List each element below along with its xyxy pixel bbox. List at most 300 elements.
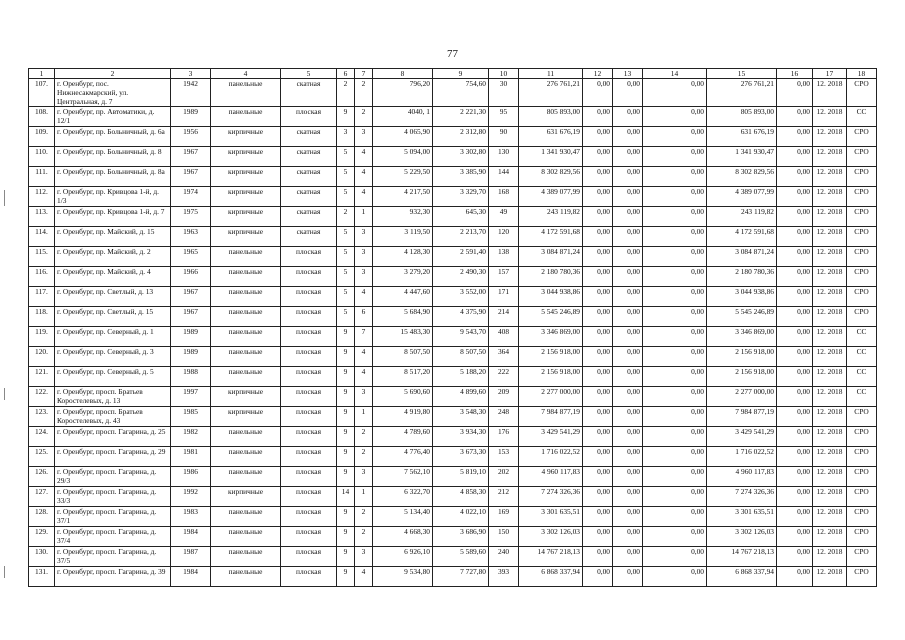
- entrances-cell: 4: [355, 287, 373, 307]
- column-header: 7: [355, 69, 373, 79]
- cost-col-14-cell: 0,00: [643, 467, 707, 487]
- floors-cell: 9: [337, 407, 355, 427]
- cost-col-13-cell: 0,00: [613, 307, 643, 327]
- address-cell: г. Оренбург, пр. Северный, д. 5: [55, 367, 171, 387]
- wall-material-cell: кирпичные: [211, 227, 281, 247]
- cost-col-13-cell: 0,00: [613, 447, 643, 467]
- cost-col-12-cell: 0,00: [583, 487, 613, 507]
- residents-cell: 138: [489, 247, 519, 267]
- fund-method-cell: СРО: [847, 567, 877, 587]
- cost-col-13-cell: 0,00: [613, 527, 643, 547]
- floors-cell: 9: [337, 107, 355, 127]
- year-built-cell: 1985: [171, 407, 211, 427]
- address-cell: г. Оренбург, просп. Гагарина, д. 29/3: [55, 467, 171, 487]
- entrances-cell: 2: [355, 79, 373, 107]
- row-number-cell: 112.: [29, 187, 55, 207]
- cost-col-12-cell: 0,00: [583, 347, 613, 367]
- floors-cell: 14: [337, 487, 355, 507]
- cost-col-14-cell: 0,00: [643, 387, 707, 407]
- margin-mark: [4, 190, 5, 206]
- table-row: [29, 267, 877, 287]
- address-cell: г. Оренбург, пр. Автоматики, д. 12/1: [55, 107, 171, 127]
- table-row: [29, 227, 877, 247]
- total-cost-cell: 2 156 918,00: [519, 347, 583, 367]
- address-cell: г. Оренбург, пр. Майский, д. 2: [55, 247, 171, 267]
- row-number-cell: 109.: [29, 127, 55, 147]
- address-cell: г. Оренбург, просп. Гагарина, д. 37/5: [55, 547, 171, 567]
- total-cost-cell: 631 676,19: [519, 127, 583, 147]
- living-area-cell: 5 188,20: [433, 367, 489, 387]
- total-area-cell: 3 279,20: [373, 267, 433, 287]
- living-area-cell: 4 899,60: [433, 387, 489, 407]
- row-number-cell: 118.: [29, 307, 55, 327]
- column-header: 15: [707, 69, 777, 79]
- cost-col-14-cell: 0,00: [643, 367, 707, 387]
- completion-date-cell: 12. 2018: [813, 507, 847, 527]
- address-cell: г. Оренбург, пр. Северный, д. 1: [55, 327, 171, 347]
- roof-type-cell: плоская: [281, 467, 337, 487]
- total-cost-cell: 3 301 635,51: [519, 507, 583, 527]
- floors-cell: 9: [337, 387, 355, 407]
- cost-col-16-cell: 0,00: [777, 187, 813, 207]
- entrances-cell: 1: [355, 407, 373, 427]
- total-area-cell: 5 684,90: [373, 307, 433, 327]
- cost-col-13-cell: 0,00: [613, 127, 643, 147]
- floors-cell: 5: [337, 187, 355, 207]
- residents-cell: 408: [489, 327, 519, 347]
- fund-method-cell: СРО: [847, 507, 877, 527]
- year-built-cell: 1986: [171, 467, 211, 487]
- table-row: [29, 567, 877, 587]
- living-area-cell: 4 858,30: [433, 487, 489, 507]
- cost-col-12-cell: 0,00: [583, 367, 613, 387]
- wall-material-cell: панельные: [211, 267, 281, 287]
- row-number-cell: 131.: [29, 567, 55, 587]
- entrances-cell: 1: [355, 207, 373, 227]
- entrances-cell: 7: [355, 327, 373, 347]
- year-built-cell: 1987: [171, 547, 211, 567]
- completion-date-cell: 12. 2018: [813, 107, 847, 127]
- cost-col-13-cell: 0,00: [613, 287, 643, 307]
- living-area-cell: 8 507,50: [433, 347, 489, 367]
- table-row: [29, 287, 877, 307]
- wall-material-cell: панельные: [211, 567, 281, 587]
- cost-col-12-cell: 0,00: [583, 147, 613, 167]
- residents-cell: 90: [489, 127, 519, 147]
- entrances-cell: 4: [355, 567, 373, 587]
- wall-material-cell: панельные: [211, 467, 281, 487]
- cost-col-16-cell: 0,00: [777, 287, 813, 307]
- total-cost-cell: 2 180 780,36: [519, 267, 583, 287]
- cost-col-16-cell: 0,00: [777, 247, 813, 267]
- table-row: [29, 367, 877, 387]
- cost-col-12-cell: 0,00: [583, 107, 613, 127]
- cost-col-16-cell: 0,00: [777, 327, 813, 347]
- year-built-cell: 1956: [171, 127, 211, 147]
- total-cost-cell: 4 172 591,68: [519, 227, 583, 247]
- total-cost-cell: 14 767 218,13: [519, 547, 583, 567]
- regional-fund-cost-cell: 2 277 000,00: [707, 387, 777, 407]
- column-number-row: [29, 69, 877, 79]
- entrances-cell: 4: [355, 367, 373, 387]
- regional-fund-cost-cell: 14 767 218,13: [707, 547, 777, 567]
- total-area-cell: 8 507,50: [373, 347, 433, 367]
- year-built-cell: 1988: [171, 367, 211, 387]
- entrances-cell: 2: [355, 427, 373, 447]
- year-built-cell: 1997: [171, 387, 211, 407]
- year-built-cell: 1942: [171, 79, 211, 107]
- entrances-cell: 2: [355, 527, 373, 547]
- column-header: 11: [519, 69, 583, 79]
- fund-method-cell: СРО: [847, 247, 877, 267]
- cost-col-12-cell: 0,00: [583, 567, 613, 587]
- living-area-cell: 2 213,70: [433, 227, 489, 247]
- completion-date-cell: 12. 2018: [813, 167, 847, 187]
- cost-col-14-cell: 0,00: [643, 147, 707, 167]
- regional-fund-cost-cell: 3 301 635,51: [707, 507, 777, 527]
- completion-date-cell: 12. 2018: [813, 487, 847, 507]
- living-area-cell: 3 302,80: [433, 147, 489, 167]
- floors-cell: 9: [337, 327, 355, 347]
- living-area-cell: 3 385,90: [433, 167, 489, 187]
- floors-cell: 9: [337, 347, 355, 367]
- wall-material-cell: панельные: [211, 247, 281, 267]
- floors-cell: 5: [337, 287, 355, 307]
- residents-cell: 171: [489, 287, 519, 307]
- residents-cell: 248: [489, 407, 519, 427]
- table-row: [29, 387, 877, 407]
- entrances-cell: 4: [355, 347, 373, 367]
- completion-date-cell: 12. 2018: [813, 267, 847, 287]
- total-cost-cell: 276 761,21: [519, 79, 583, 107]
- regional-fund-cost-cell: 4 960 117,83: [707, 467, 777, 487]
- table-row: [29, 447, 877, 467]
- cost-col-14-cell: 0,00: [643, 227, 707, 247]
- fund-method-cell: СС: [847, 347, 877, 367]
- cost-col-12-cell: 0,00: [583, 547, 613, 567]
- total-area-cell: 8 517,20: [373, 367, 433, 387]
- wall-material-cell: панельные: [211, 347, 281, 367]
- table-row: [29, 187, 877, 207]
- completion-date-cell: 12. 2018: [813, 247, 847, 267]
- total-area-cell: 6 322,70: [373, 487, 433, 507]
- roof-type-cell: плоская: [281, 407, 337, 427]
- roof-type-cell: плоская: [281, 307, 337, 327]
- total-area-cell: 4 128,30: [373, 247, 433, 267]
- fund-method-cell: СРО: [847, 527, 877, 547]
- residents-cell: 30: [489, 79, 519, 107]
- roof-type-cell: плоская: [281, 287, 337, 307]
- total-cost-cell: 1 716 022,52: [519, 447, 583, 467]
- address-cell: г. Оренбург, пр. Кривцова 1-й, д. 1/3: [55, 187, 171, 207]
- address-cell: г. Оренбург, просп. Гагарина, д. 39: [55, 567, 171, 587]
- regional-fund-cost-cell: 3 346 869,00: [707, 327, 777, 347]
- total-area-cell: 4 217,50: [373, 187, 433, 207]
- fund-method-cell: СС: [847, 107, 877, 127]
- cost-col-14-cell: 0,00: [643, 447, 707, 467]
- column-header: 12: [583, 69, 613, 79]
- entrances-cell: 3: [355, 247, 373, 267]
- living-area-cell: 5 819,10: [433, 467, 489, 487]
- column-header: 10: [489, 69, 519, 79]
- cost-col-13-cell: 0,00: [613, 79, 643, 107]
- cost-col-16-cell: 0,00: [777, 567, 813, 587]
- fund-method-cell: СРО: [847, 467, 877, 487]
- table-row: [29, 347, 877, 367]
- column-header: 18: [847, 69, 877, 79]
- roof-type-cell: скатная: [281, 227, 337, 247]
- table-row: [29, 487, 877, 507]
- regional-fund-cost-cell: 4 172 591,68: [707, 227, 777, 247]
- floors-cell: 5: [337, 307, 355, 327]
- address-cell: г. Оренбург, пр. Больничный, д. 8: [55, 147, 171, 167]
- cost-col-12-cell: 0,00: [583, 79, 613, 107]
- completion-date-cell: 12. 2018: [813, 347, 847, 367]
- regional-fund-cost-cell: 7 984 877,19: [707, 407, 777, 427]
- year-built-cell: 1967: [171, 287, 211, 307]
- completion-date-cell: 12. 2018: [813, 147, 847, 167]
- cost-col-13-cell: 0,00: [613, 167, 643, 187]
- total-area-cell: 4 776,40: [373, 447, 433, 467]
- cost-col-16-cell: 0,00: [777, 147, 813, 167]
- completion-date-cell: 12. 2018: [813, 527, 847, 547]
- residents-cell: 169: [489, 507, 519, 527]
- margin-mark: [4, 388, 5, 400]
- cost-col-16-cell: 0,00: [777, 447, 813, 467]
- fund-method-cell: СРО: [847, 287, 877, 307]
- living-area-cell: 4 022,10: [433, 507, 489, 527]
- cost-col-13-cell: 0,00: [613, 147, 643, 167]
- total-area-cell: 4 668,30: [373, 527, 433, 547]
- fund-method-cell: СРО: [847, 127, 877, 147]
- completion-date-cell: 12. 2018: [813, 387, 847, 407]
- year-built-cell: 1967: [171, 147, 211, 167]
- total-cost-cell: 2 156 918,00: [519, 367, 583, 387]
- fund-method-cell: СРО: [847, 267, 877, 287]
- cost-col-14-cell: 0,00: [643, 487, 707, 507]
- cost-col-16-cell: 0,00: [777, 367, 813, 387]
- cost-col-14-cell: 0,00: [643, 327, 707, 347]
- row-number-cell: 121.: [29, 367, 55, 387]
- completion-date-cell: 12. 2018: [813, 327, 847, 347]
- floors-cell: 5: [337, 147, 355, 167]
- row-number-cell: 108.: [29, 107, 55, 127]
- row-number-cell: 110.: [29, 147, 55, 167]
- regional-fund-cost-cell: 2 156 918,00: [707, 347, 777, 367]
- entrances-cell: 2: [355, 447, 373, 467]
- year-built-cell: 1974: [171, 187, 211, 207]
- floors-cell: 2: [337, 79, 355, 107]
- cost-col-12-cell: 0,00: [583, 507, 613, 527]
- entrances-cell: 4: [355, 147, 373, 167]
- cost-col-12-cell: 0,00: [583, 447, 613, 467]
- cost-col-14-cell: 0,00: [643, 507, 707, 527]
- total-area-cell: 4 447,60: [373, 287, 433, 307]
- cost-col-12-cell: 0,00: [583, 467, 613, 487]
- cost-col-16-cell: 0,00: [777, 547, 813, 567]
- table-row: [29, 547, 877, 567]
- cost-col-16-cell: 0,00: [777, 107, 813, 127]
- residents-cell: 120: [489, 227, 519, 247]
- cost-col-14-cell: 0,00: [643, 567, 707, 587]
- cost-col-16-cell: 0,00: [777, 507, 813, 527]
- roof-type-cell: плоская: [281, 247, 337, 267]
- total-area-cell: 5 134,40: [373, 507, 433, 527]
- floors-cell: 5: [337, 227, 355, 247]
- row-number-cell: 128.: [29, 507, 55, 527]
- row-number-cell: 115.: [29, 247, 55, 267]
- year-built-cell: 1989: [171, 347, 211, 367]
- cost-col-13-cell: 0,00: [613, 207, 643, 227]
- living-area-cell: 4 375,90: [433, 307, 489, 327]
- table-body: [29, 79, 877, 587]
- residents-cell: 214: [489, 307, 519, 327]
- roof-type-cell: плоская: [281, 567, 337, 587]
- completion-date-cell: 12. 2018: [813, 467, 847, 487]
- cost-col-13-cell: 0,00: [613, 427, 643, 447]
- wall-material-cell: кирпичные: [211, 207, 281, 227]
- living-area-cell: 3 329,70: [433, 187, 489, 207]
- row-number-cell: 119.: [29, 327, 55, 347]
- row-number-cell: 120.: [29, 347, 55, 367]
- residents-cell: 168: [489, 187, 519, 207]
- fund-method-cell: СРО: [847, 167, 877, 187]
- table-row: [29, 327, 877, 347]
- fund-method-cell: СРО: [847, 487, 877, 507]
- table-row: [29, 247, 877, 267]
- wall-material-cell: кирпичные: [211, 487, 281, 507]
- entrances-cell: 3: [355, 387, 373, 407]
- cost-col-13-cell: 0,00: [613, 327, 643, 347]
- regional-fund-cost-cell: 3 302 126,03: [707, 527, 777, 547]
- row-number-cell: 111.: [29, 167, 55, 187]
- regional-fund-cost-cell: 276 761,21: [707, 79, 777, 107]
- table-row: [29, 527, 877, 547]
- residents-cell: 176: [489, 427, 519, 447]
- address-cell: г. Оренбург, просп. Гагарина, д. 25: [55, 427, 171, 447]
- roof-type-cell: плоская: [281, 527, 337, 547]
- total-cost-cell: 8 302 829,56: [519, 167, 583, 187]
- fund-method-cell: СРО: [847, 407, 877, 427]
- address-cell: г. Оренбург, просп. Братьев Коростелевых, д. 43: [55, 407, 171, 427]
- year-built-cell: 1975: [171, 207, 211, 227]
- wall-material-cell: панельные: [211, 107, 281, 127]
- completion-date-cell: 12. 2018: [813, 287, 847, 307]
- roof-type-cell: скатная: [281, 207, 337, 227]
- address-cell: г. Оренбург, просп. Гагарина, д. 37/4: [55, 527, 171, 547]
- cost-col-14-cell: 0,00: [643, 547, 707, 567]
- column-header: 14: [643, 69, 707, 79]
- cost-col-14-cell: 0,00: [643, 107, 707, 127]
- cost-col-14-cell: 0,00: [643, 307, 707, 327]
- address-cell: г. Оренбург, пр. Кривцова 1-й, д. 7: [55, 207, 171, 227]
- total-cost-cell: 7 274 326,36: [519, 487, 583, 507]
- entrances-cell: 2: [355, 107, 373, 127]
- residents-cell: 49: [489, 207, 519, 227]
- cost-col-13-cell: 0,00: [613, 547, 643, 567]
- residents-cell: 240: [489, 547, 519, 567]
- year-built-cell: 1967: [171, 307, 211, 327]
- floors-cell: 9: [337, 567, 355, 587]
- roof-type-cell: плоская: [281, 387, 337, 407]
- address-cell: г. Оренбург, просп. Гагарина, д. 37/1: [55, 507, 171, 527]
- year-built-cell: 1982: [171, 427, 211, 447]
- cost-col-13-cell: 0,00: [613, 267, 643, 287]
- fund-method-cell: СРО: [847, 307, 877, 327]
- cost-col-16-cell: 0,00: [777, 167, 813, 187]
- entrances-cell: 3: [355, 267, 373, 287]
- fund-method-cell: СРО: [847, 187, 877, 207]
- year-built-cell: 1984: [171, 527, 211, 547]
- row-number-cell: 107.: [29, 79, 55, 107]
- cost-col-12-cell: 0,00: [583, 267, 613, 287]
- cost-col-13-cell: 0,00: [613, 507, 643, 527]
- cost-col-12-cell: 0,00: [583, 247, 613, 267]
- row-number-cell: 125.: [29, 447, 55, 467]
- completion-date-cell: 12. 2018: [813, 127, 847, 147]
- living-area-cell: 645,30: [433, 207, 489, 227]
- total-cost-cell: 7 984 877,19: [519, 407, 583, 427]
- column-header: 4: [211, 69, 281, 79]
- cost-col-12-cell: 0,00: [583, 387, 613, 407]
- floors-cell: 3: [337, 127, 355, 147]
- floors-cell: 9: [337, 367, 355, 387]
- entrances-cell: 4: [355, 187, 373, 207]
- row-number-cell: 130.: [29, 547, 55, 567]
- wall-material-cell: панельные: [211, 507, 281, 527]
- cost-col-14-cell: 0,00: [643, 427, 707, 447]
- wall-material-cell: кирпичные: [211, 127, 281, 147]
- living-area-cell: 2 490,30: [433, 267, 489, 287]
- cost-col-14-cell: 0,00: [643, 247, 707, 267]
- total-cost-cell: 1 341 930,47: [519, 147, 583, 167]
- table-row: [29, 427, 877, 447]
- cost-col-16-cell: 0,00: [777, 407, 813, 427]
- regional-fund-cost-cell: 3 044 938,86: [707, 287, 777, 307]
- year-built-cell: 1989: [171, 107, 211, 127]
- cost-col-13-cell: 0,00: [613, 107, 643, 127]
- total-area-cell: 932,30: [373, 207, 433, 227]
- wall-material-cell: кирпичные: [211, 387, 281, 407]
- row-number-cell: 116.: [29, 267, 55, 287]
- floors-cell: 5: [337, 167, 355, 187]
- total-area-cell: 796,20: [373, 79, 433, 107]
- residents-cell: 222: [489, 367, 519, 387]
- floors-cell: 5: [337, 267, 355, 287]
- living-area-cell: 2 221,30: [433, 107, 489, 127]
- total-area-cell: 7 562,10: [373, 467, 433, 487]
- wall-material-cell: кирпичные: [211, 187, 281, 207]
- cost-col-16-cell: 0,00: [777, 387, 813, 407]
- roof-type-cell: плоская: [281, 347, 337, 367]
- row-number-cell: 124.: [29, 427, 55, 447]
- total-area-cell: 15 483,30: [373, 327, 433, 347]
- cost-col-14-cell: 0,00: [643, 207, 707, 227]
- row-number-cell: 129.: [29, 527, 55, 547]
- entrances-cell: 6: [355, 307, 373, 327]
- table-row: [29, 207, 877, 227]
- floors-cell: 9: [337, 507, 355, 527]
- housing-registry-table: [28, 68, 877, 587]
- floors-cell: 9: [337, 427, 355, 447]
- entrances-cell: 2: [355, 507, 373, 527]
- roof-type-cell: плоская: [281, 327, 337, 347]
- cost-col-16-cell: 0,00: [777, 347, 813, 367]
- completion-date-cell: 12. 2018: [813, 307, 847, 327]
- residents-cell: 212: [489, 487, 519, 507]
- table-row: [29, 167, 877, 187]
- column-header: 2: [55, 69, 171, 79]
